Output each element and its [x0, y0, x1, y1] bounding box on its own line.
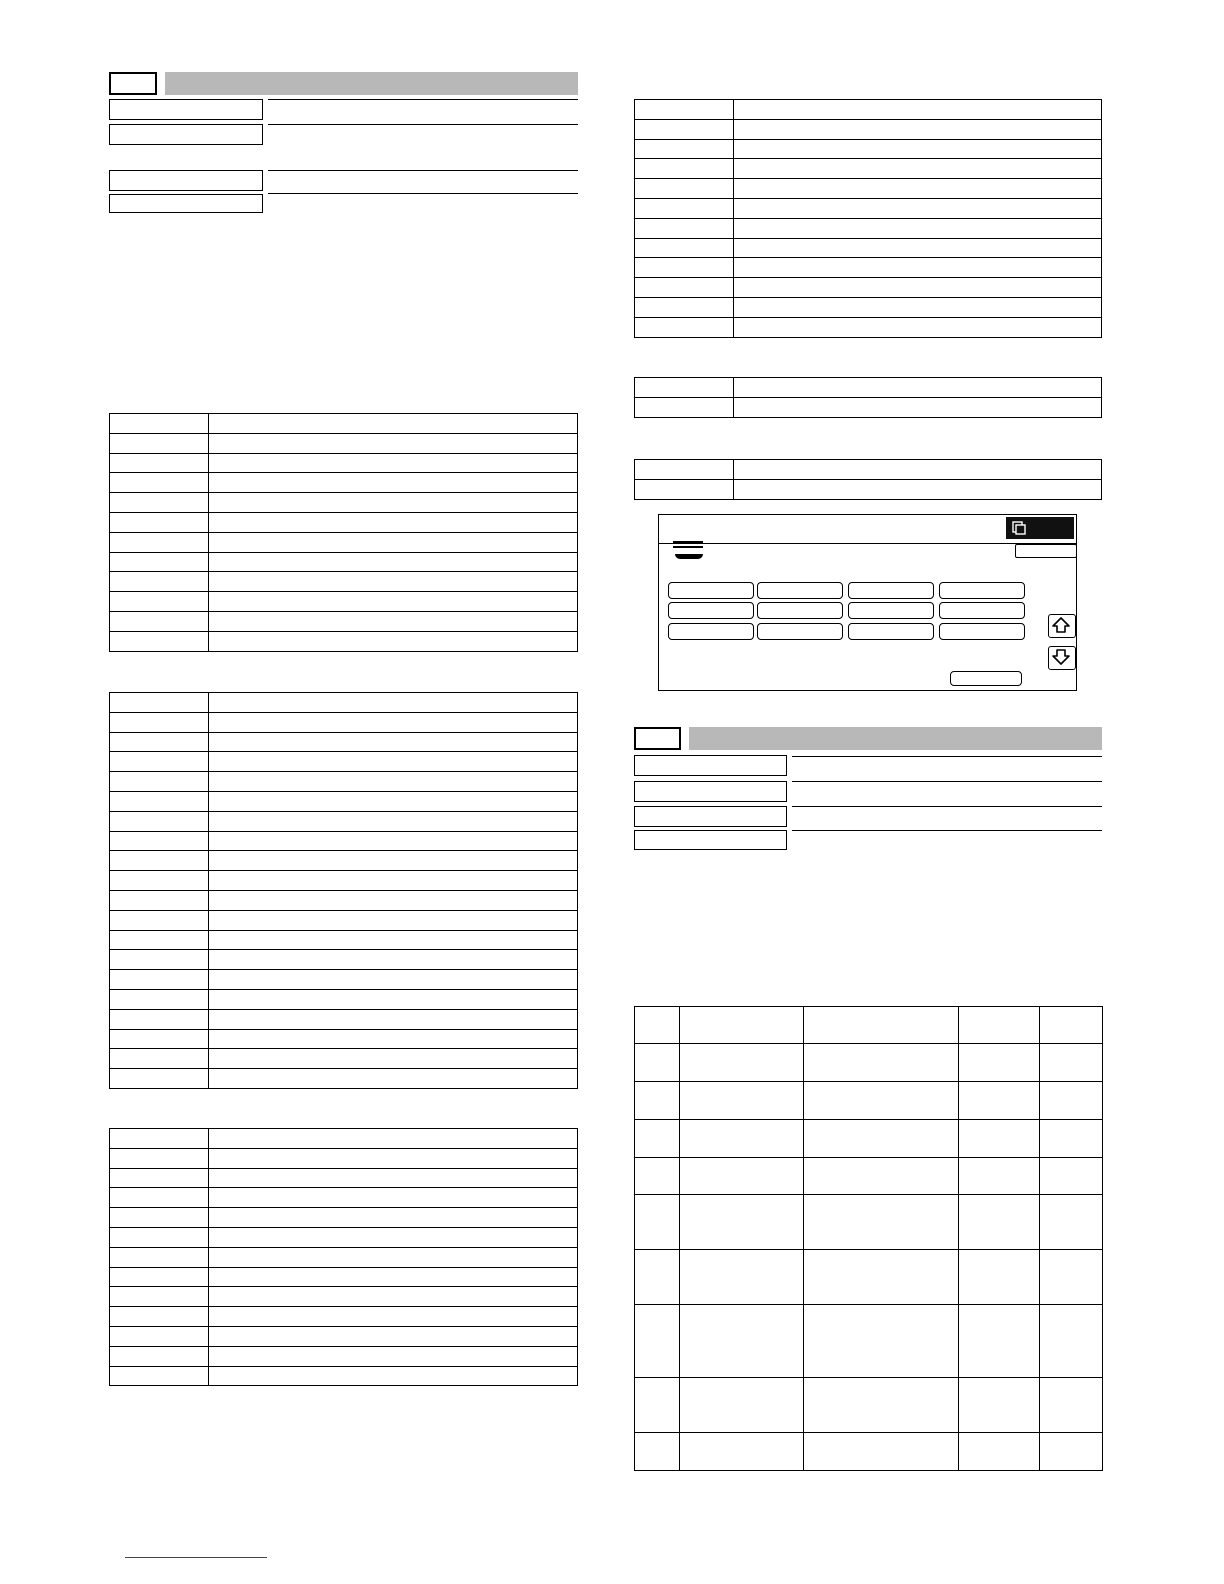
- table-cell: [959, 1378, 1040, 1433]
- table-cell-value: [209, 433, 578, 453]
- table-cell-value: [209, 1366, 578, 1386]
- table-row: [110, 1247, 578, 1267]
- table-row: [635, 278, 1102, 298]
- table-row: [635, 1044, 1103, 1082]
- table-row: [110, 493, 578, 513]
- field2-rule-4: [792, 830, 1102, 831]
- table-cell: [635, 1120, 680, 1158]
- table-cell-key: [110, 631, 209, 651]
- table-cell-value: [209, 910, 578, 930]
- table-cell-value: [209, 1287, 578, 1307]
- field2-rule-2: [792, 781, 1102, 782]
- table-row: [110, 1029, 578, 1049]
- table-cell-value: [209, 712, 578, 732]
- table-row: [110, 473, 578, 493]
- table-cell-value: [209, 453, 578, 473]
- table-cell-key: [635, 317, 734, 337]
- table-row: [635, 100, 1102, 120]
- table-cell-key: [635, 258, 734, 278]
- table-row: [110, 433, 578, 453]
- table-row: [110, 572, 578, 592]
- table-cell-key: [635, 139, 734, 159]
- field-label-1: [109, 99, 263, 120]
- panel-option-button[interactable]: [848, 582, 934, 599]
- table-cell-value: [734, 378, 1102, 398]
- table-cell: [635, 1158, 680, 1195]
- table-row: [110, 1267, 578, 1287]
- table-row: [635, 479, 1102, 499]
- table-cell-key: [110, 910, 209, 930]
- table-row: [635, 317, 1102, 337]
- table-cell-key: [110, 851, 209, 871]
- table-cell: [959, 1433, 1040, 1471]
- table-cell-value: [209, 493, 578, 513]
- table-cell: [804, 1195, 959, 1250]
- panel-option-button[interactable]: [668, 582, 754, 599]
- field-rule-3: [268, 170, 578, 171]
- table-cell-value: [209, 552, 578, 572]
- table-row: [635, 218, 1102, 238]
- panel-option-button[interactable]: [848, 602, 934, 619]
- table-row: [110, 1049, 578, 1069]
- table-cell-value: [209, 871, 578, 891]
- table-cell-key: [110, 752, 209, 772]
- table-cell: [804, 1433, 959, 1471]
- table-cell: [804, 1305, 959, 1378]
- panel-option-button[interactable]: [939, 623, 1025, 640]
- table-cell-value: [209, 414, 578, 434]
- table-row: [110, 693, 578, 713]
- table-cell-key: [110, 1188, 209, 1208]
- table-row: [110, 453, 578, 473]
- table-cell-key: [635, 397, 734, 417]
- field2-rule-3: [792, 806, 1102, 807]
- table-cell: [680, 1433, 804, 1471]
- table-cell-key: [110, 453, 209, 473]
- table-row: [110, 890, 578, 910]
- table-cell: [959, 1195, 1040, 1250]
- table-cell-value: [209, 592, 578, 612]
- table-cell: [959, 1250, 1040, 1305]
- table-cell-key: [635, 119, 734, 139]
- table-cell: [1040, 1044, 1103, 1082]
- table-cell: [959, 1120, 1040, 1158]
- table-cell-value: [209, 512, 578, 532]
- table-cell-key: [110, 1148, 209, 1168]
- table-cell-value: [209, 1326, 578, 1346]
- table-cell-key: [110, 693, 209, 713]
- table-cell-value: [734, 179, 1102, 199]
- table-row: [110, 930, 578, 950]
- panel-option-button[interactable]: [668, 623, 754, 640]
- panel-option-button[interactable]: [757, 602, 843, 619]
- table-row: [110, 1208, 578, 1228]
- table-cell-key: [635, 278, 734, 298]
- field-label-2: [109, 124, 263, 145]
- table-cell-value: [209, 1307, 578, 1327]
- table-cell-value: [209, 1148, 578, 1168]
- table-cell: [680, 1120, 804, 1158]
- table-b: [109, 692, 578, 1089]
- table-d: [634, 99, 1102, 338]
- table-row: [635, 159, 1102, 179]
- table-row: [110, 611, 578, 631]
- table-row: [635, 1433, 1103, 1471]
- field2-label-4: [634, 830, 787, 850]
- table-cell-key: [110, 592, 209, 612]
- table-cell-key: [110, 930, 209, 950]
- table-f: [634, 459, 1102, 500]
- table-row: [110, 631, 578, 651]
- section-title-bar: [165, 72, 578, 95]
- table-cell-key: [110, 989, 209, 1009]
- table-cell-key: [110, 493, 209, 513]
- section2-title-bar: [689, 727, 1102, 750]
- table-row: [110, 512, 578, 532]
- panel-ok-button[interactable]: [950, 671, 1022, 686]
- table-cell-value: [209, 1049, 578, 1069]
- table-row: [110, 811, 578, 831]
- table-cell: [680, 1195, 804, 1250]
- table-cell-value: [734, 278, 1102, 298]
- table-cell: [680, 1082, 804, 1120]
- arrow-up-icon: [1049, 615, 1073, 635]
- table-cell: [1040, 1158, 1103, 1195]
- table-cell-key: [635, 297, 734, 317]
- table-cell-key: [110, 1069, 209, 1089]
- table-row: [635, 1082, 1103, 1120]
- table-cell: [1040, 1195, 1103, 1250]
- table-cell-value: [209, 1346, 578, 1366]
- table-cell-key: [635, 198, 734, 218]
- footer-link-line: [125, 1557, 267, 1558]
- panel-top-right-button[interactable]: [1006, 517, 1074, 539]
- panel-option-button[interactable]: [668, 602, 754, 619]
- table-e: [634, 377, 1102, 418]
- table-row: [635, 1158, 1103, 1195]
- table-row: [110, 1366, 578, 1386]
- table-cell: [635, 1305, 680, 1378]
- table-cell-key: [110, 532, 209, 552]
- table-header-cell: [680, 1007, 804, 1044]
- table-cell-key: [110, 1227, 209, 1247]
- table-row: [110, 1069, 578, 1089]
- table-row: [635, 119, 1102, 139]
- field2-label-2: [634, 781, 787, 802]
- table-cell: [635, 1195, 680, 1250]
- table-cell-value: [209, 1129, 578, 1149]
- table-cell-value: [209, 989, 578, 1009]
- table-cell-key: [110, 772, 209, 792]
- table-header-row: [635, 1007, 1103, 1044]
- table-cell: [680, 1044, 804, 1082]
- table-cell-value: [209, 1267, 578, 1287]
- table-row: [110, 910, 578, 930]
- table-row: [110, 1148, 578, 1168]
- table-cell-value: [734, 159, 1102, 179]
- table-cell-key: [110, 871, 209, 891]
- table-cell: [959, 1044, 1040, 1082]
- field-rule-4: [268, 193, 578, 194]
- field-rule-2: [268, 124, 578, 125]
- table-row: [110, 1287, 578, 1307]
- table-cell-value: [209, 1208, 578, 1228]
- table-cell-key: [110, 791, 209, 811]
- table-row: [110, 871, 578, 891]
- table-row: [635, 397, 1102, 417]
- arrow-down-icon: [1049, 647, 1073, 667]
- table-cell: [635, 1433, 680, 1471]
- table-row: [110, 1009, 578, 1029]
- table-row: [110, 851, 578, 871]
- table-row: [110, 950, 578, 970]
- field2-rule-1: [792, 756, 1102, 757]
- table-cell-value: [734, 139, 1102, 159]
- table-cell-key: [635, 460, 734, 480]
- table-cell: [1040, 1378, 1103, 1433]
- table-cell: [1040, 1120, 1103, 1158]
- table-cell: [680, 1305, 804, 1378]
- table-cell-key: [635, 159, 734, 179]
- table-cell-value: [209, 532, 578, 552]
- table-cell-key: [110, 831, 209, 851]
- table-cell-value: [734, 317, 1102, 337]
- panel-option-button[interactable]: [848, 623, 934, 640]
- table-row: [110, 552, 578, 572]
- table-cell-value: [209, 970, 578, 990]
- table-row: [635, 1378, 1103, 1433]
- table-cell: [1040, 1250, 1103, 1305]
- table-row: [110, 1188, 578, 1208]
- table-cell-value: [209, 693, 578, 713]
- table-cell-key: [110, 473, 209, 493]
- table-cell-key: [110, 1307, 209, 1327]
- panel-option-button[interactable]: [757, 623, 843, 640]
- table-cell-key: [110, 512, 209, 532]
- table-cell-key: [110, 1168, 209, 1188]
- table-row: [110, 1168, 578, 1188]
- table-row: [635, 198, 1102, 218]
- table-cell-value: [209, 1247, 578, 1267]
- table-cell: [1040, 1433, 1103, 1471]
- table-row: [110, 831, 578, 851]
- table-row: [110, 732, 578, 752]
- panel-rule: [659, 543, 1076, 544]
- table-cell-key: [635, 100, 734, 120]
- table-row: [635, 297, 1102, 317]
- table-cell: [959, 1082, 1040, 1120]
- table-cell-value: [209, 1168, 578, 1188]
- table-cell-value: [209, 572, 578, 592]
- table-row: [110, 752, 578, 772]
- table-cell-value: [734, 238, 1102, 258]
- table-row: [110, 989, 578, 1009]
- table-cell: [635, 1378, 680, 1433]
- panel-tab[interactable]: [673, 541, 703, 559]
- table-cell-value: [209, 631, 578, 651]
- table-row: [635, 460, 1102, 480]
- table-cell: [680, 1250, 804, 1305]
- table-cell-key: [110, 1247, 209, 1267]
- table-cell-value: [209, 473, 578, 493]
- table-header-cell: [635, 1007, 680, 1044]
- table-cell-key: [110, 433, 209, 453]
- field-rule-1: [268, 99, 578, 100]
- table-cell-key: [110, 1346, 209, 1366]
- table-row: [110, 772, 578, 792]
- table-row: [635, 1120, 1103, 1158]
- table-cell-value: [209, 1188, 578, 1208]
- table-cell-value: [209, 811, 578, 831]
- table-row: [110, 532, 578, 552]
- table-row: [635, 1250, 1103, 1305]
- table-cell-value: [734, 218, 1102, 238]
- table-cell: [959, 1305, 1040, 1378]
- table-cell-key: [110, 1326, 209, 1346]
- table-cell: [804, 1158, 959, 1195]
- table-row: [635, 179, 1102, 199]
- table-cell-key: [110, 611, 209, 631]
- table-cell-key: [110, 950, 209, 970]
- table-cell-value: [209, 831, 578, 851]
- panel-small-button[interactable]: [1015, 544, 1077, 558]
- table-cell-key: [110, 1287, 209, 1307]
- table-cell-key: [635, 218, 734, 238]
- table-c: [109, 1128, 578, 1386]
- table-cell-key: [635, 179, 734, 199]
- table-cell-key: [110, 414, 209, 434]
- table-cell-value: [209, 772, 578, 792]
- field-label-3: [109, 170, 263, 191]
- table-cell-value: [209, 1029, 578, 1049]
- table-cell-value: [734, 258, 1102, 278]
- table-cell-value: [734, 397, 1102, 417]
- field2-label-3: [634, 806, 787, 827]
- table-cell-value: [209, 950, 578, 970]
- table-row: [110, 791, 578, 811]
- table-cell: [804, 1044, 959, 1082]
- table-header-cell: [804, 1007, 959, 1044]
- table-a: [109, 413, 578, 652]
- table-header-cell: [1040, 1007, 1103, 1044]
- table-row: [110, 1346, 578, 1366]
- copy-icon: [1012, 521, 1026, 535]
- bottom-table: [634, 1006, 1103, 1471]
- section-code-box: [109, 72, 157, 95]
- table-cell-key: [110, 732, 209, 752]
- table-cell: [959, 1158, 1040, 1195]
- table-row: [635, 258, 1102, 278]
- scroll-down-button[interactable]: [1048, 646, 1076, 670]
- control-panel-screen: [658, 514, 1077, 691]
- table-cell-key: [110, 552, 209, 572]
- table-cell-key: [110, 1129, 209, 1149]
- table-row: [110, 712, 578, 732]
- table-cell-key: [110, 1267, 209, 1287]
- table-cell-key: [110, 1029, 209, 1049]
- table-cell-value: [209, 1009, 578, 1029]
- table-cell: [680, 1378, 804, 1433]
- table-cell: [804, 1082, 959, 1120]
- table-cell-key: [110, 1366, 209, 1386]
- table-cell: [635, 1082, 680, 1120]
- table-cell-key: [110, 1009, 209, 1029]
- table-cell-value: [209, 732, 578, 752]
- table-row: [635, 1195, 1103, 1250]
- field2-label-1: [634, 755, 787, 776]
- table-cell-value: [209, 930, 578, 950]
- section2-code-box: [634, 727, 681, 750]
- table-row: [110, 592, 578, 612]
- table-cell-key: [110, 811, 209, 831]
- table-cell-key: [110, 1049, 209, 1069]
- table-cell-value: [734, 198, 1102, 218]
- table-cell-value: [734, 297, 1102, 317]
- table-header-cell: [959, 1007, 1040, 1044]
- table-row: [110, 1326, 578, 1346]
- table-cell: [804, 1250, 959, 1305]
- table-cell: [635, 1044, 680, 1082]
- table-cell-key: [635, 378, 734, 398]
- table-cell-value: [734, 119, 1102, 139]
- scroll-up-button[interactable]: [1048, 614, 1076, 638]
- table-row: [110, 970, 578, 990]
- table-row: [635, 139, 1102, 159]
- table-cell-value: [734, 460, 1102, 480]
- table-cell: [1040, 1082, 1103, 1120]
- table-cell-value: [209, 791, 578, 811]
- table-cell-key: [635, 238, 734, 258]
- table-row: [110, 1227, 578, 1247]
- table-cell-value: [209, 851, 578, 871]
- table-cell-key: [635, 479, 734, 499]
- panel-option-button[interactable]: [939, 582, 1025, 599]
- table-cell: [804, 1378, 959, 1433]
- table-row: [635, 378, 1102, 398]
- table-cell-key: [110, 970, 209, 990]
- table-cell-key: [110, 712, 209, 732]
- table-cell-key: [110, 890, 209, 910]
- panel-option-button[interactable]: [939, 602, 1025, 619]
- table-row: [635, 238, 1102, 258]
- table-cell-value: [209, 752, 578, 772]
- table-cell: [1040, 1305, 1103, 1378]
- panel-option-button[interactable]: [757, 582, 843, 599]
- table-cell: [680, 1158, 804, 1195]
- table-row: [110, 414, 578, 434]
- table-cell: [804, 1120, 959, 1158]
- table-cell: [635, 1250, 680, 1305]
- table-cell-key: [110, 1208, 209, 1228]
- table-cell-value: [209, 890, 578, 910]
- field-label-4: [109, 194, 263, 213]
- table-cell-value: [734, 479, 1102, 499]
- table-cell-value: [209, 1069, 578, 1089]
- table-cell-key: [110, 572, 209, 592]
- table-row: [110, 1129, 578, 1149]
- table-row: [110, 1307, 578, 1327]
- table-cell-value: [209, 611, 578, 631]
- table-cell-value: [209, 1227, 578, 1247]
- table-row: [635, 1305, 1103, 1378]
- table-cell-value: [734, 100, 1102, 120]
